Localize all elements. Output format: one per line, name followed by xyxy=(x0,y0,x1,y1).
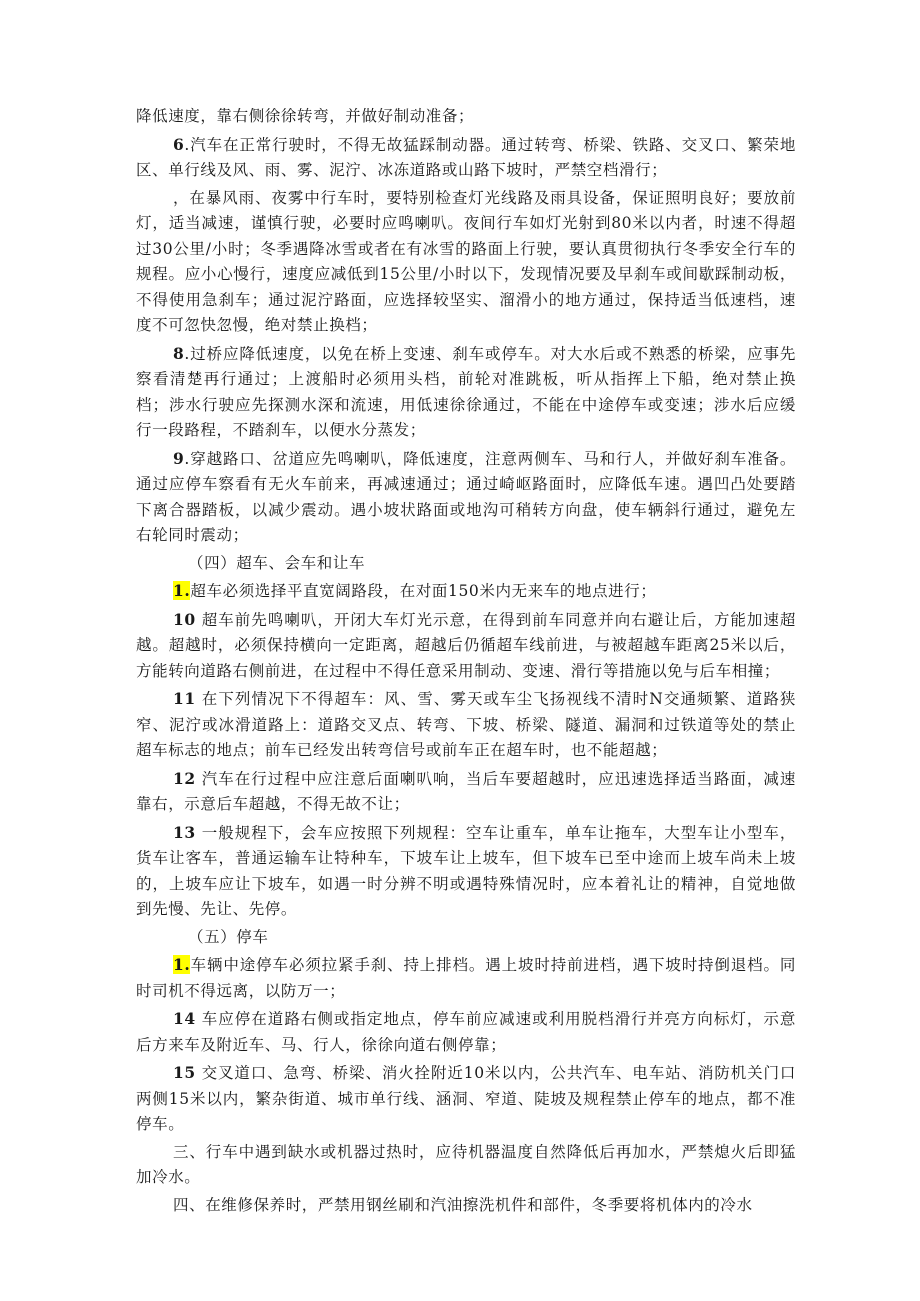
item-number: 15 xyxy=(173,1063,196,1082)
item-number: 14 xyxy=(173,1009,196,1028)
item-number: 13 xyxy=(173,822,196,842)
paragraph xyxy=(136,446,796,549)
paragraph xyxy=(136,186,796,339)
paragraph-text: 汽车在行过程中应注意后面喇叭响，当后车要超越时，应迅速选择适当路面，减速靠右，示意后车超越，不得无故不让； xyxy=(136,769,796,813)
paragraph xyxy=(136,1006,796,1058)
item-number: 10 xyxy=(173,609,196,629)
item-number: 6 xyxy=(173,134,185,154)
paragraph xyxy=(136,952,796,1004)
item-number: 8 xyxy=(173,343,185,363)
item-number: 12 xyxy=(173,768,196,788)
paragraph xyxy=(136,1060,796,1138)
paragraph-text: ，在暴风雨、夜雾中行车时，要特别检查灯光线路及雨具设备，保证照明良好；要放前灯，适当减速，谨慎行驶，必要时应鸣喇叭。夜间行车如灯光射到80米以内者，时速不得超过30公里/小时；冬季遇降冰雪或者在有冰雪的路面上行驶，要认真贯彻执行冬季安全行车的规程。应小心慢行，速度应减低到15公里/小时以下，发现情况要及早刹车或间歇踩制动板，不得使用急刹车；通过泥泞路面，应选择较坚实、溜滑小的地方通过，保持适当低速档，速度不可忽快忽慢，绝对禁止换档； xyxy=(136,188,796,334)
paragraph xyxy=(136,686,796,764)
paragraph xyxy=(136,1193,796,1219)
paragraph xyxy=(136,607,796,685)
paragraph xyxy=(136,132,796,184)
paragraph-text: 超车前先鸣喇叭，开闭大车灯光示意，在得到前车同意并向右避让后，方能加速超越。超越时，必须保持横向一定距离，超越后仍循超车线前进，与被超越车距离25米以后，方能转向道路右侧前进，在过程中不得任意采用制动、变速、滑行等措施以免与后车相撞； xyxy=(136,610,796,680)
paragraph-text: 三、行车中遇到缺水或机器过热时，应待机器温度自然降低后再加水，严禁熄火后即猛加冷水。 xyxy=(136,1142,796,1186)
section-heading: （四）超车、会车和让车 xyxy=(188,553,366,572)
paragraph-text: 四、在维修保养时，严禁用钢丝刷和汽油擦洗机件和部件，冬季要将机体内的冷水 xyxy=(173,1195,753,1214)
paragraph-text: .汽车在正常行驶时，不得无故猛踩制动器。通过转弯、桥梁、铁路、交叉口、繁荣地区、单行线及风、雨、雾、泥泞、冰冻道路或山路下坡时，严禁空档滑行； xyxy=(136,135,796,179)
paragraph xyxy=(136,766,796,818)
paragraph-text: .过桥应降低速度，以免在桥上变速、刹车或停车。对大水后或不熟悉的桥梁，应事先察看清楚再行通过；上渡船时必须用头档，前轮对准跳板，听从指挥上下船，绝对禁止换档；涉水行驶应先探测水深和流速，用低速徐徐通过，不能在中途停车或变速；涉水后应缓行一段路程，不踏刹车，以便水分蒸发； xyxy=(136,344,796,439)
item-number: 1. xyxy=(173,955,191,974)
item-number: 9 xyxy=(173,448,185,468)
paragraph xyxy=(136,104,796,130)
paragraph-text: 交叉道口、急弯、桥梁、消火拴附近10米以内，公共汽车、电车站、消防机关门口两侧15米以内，繁杂街道、城市单行线、涵洞、窄道、陡坡及规程禁止停车的地点，都不准停车。 xyxy=(136,1064,796,1133)
item-number: 1. xyxy=(173,581,191,600)
paragraph-text: 在下列情况下不得超车：风、雪、雾天或车尘飞扬视线不清时N交通频繁、道路狭窄、泥泞或冰滑道路上：道路交叉点、转弯、下坡、桥梁、隧道、漏洞和过铁道等处的禁止超车标志的地点；前车已经发出转弯信号或前车正在超车时，也不能超越； xyxy=(136,690,796,759)
item-number: 11 xyxy=(173,689,196,708)
document-body xyxy=(136,104,796,1220)
paragraph-text: 降低速度，靠右侧徐徐转弯，并做好制动准备； xyxy=(136,107,475,125)
paragraph-text: 超车必须选择平直宽阔路段，在对面150米内无来车的地点进行； xyxy=(190,582,657,600)
paragraph-text: 车应停在道路右侧或指定地点，停车前应减速或利用脱档滑行并亮方向标灯，示意后方来车及附近车、马、行人，徐徐向道右侧停靠； xyxy=(136,1010,796,1054)
paragraph-text: 车辆中途停车必须拉紧手刹、持上排档。遇上坡时持前进档，遇下坡时持倒退档。同时司机不得远离，以防万一； xyxy=(136,956,796,1000)
paragraph-text: 一般规程下，会车应按照下列规程：空车让重车，单车让拖车，大型车让小型车，货车让客车，普通运输车让特种车，下坡车让上坡车，但下坡车已至中途而上坡车尚未上坡的，上坡车应让下坡车，如遇一时分辨不明或遇特殊情况时，应本着礼让的精神，自觉地做到先慢、先让、先停。 xyxy=(136,823,796,918)
paragraph xyxy=(136,578,796,605)
paragraph xyxy=(136,341,796,444)
paragraph xyxy=(136,820,796,923)
paragraph xyxy=(136,1140,796,1191)
paragraph-text: .穿越路口、岔道应先鸣喇叭，降低速度，注意两侧车、马和行人，并做好刹车准备。通过应停车察看有无火车前来，再减速通过；通过崎岖路面时，应降低车速。遇凹凸处要踏下离合器踏板，以减少震动。遇小坡状路面或地沟可稍转方向盘，使车辆斜行通过，避免左右轮同时震动； xyxy=(136,449,796,544)
section-heading: （五）停车 xyxy=(188,927,269,946)
